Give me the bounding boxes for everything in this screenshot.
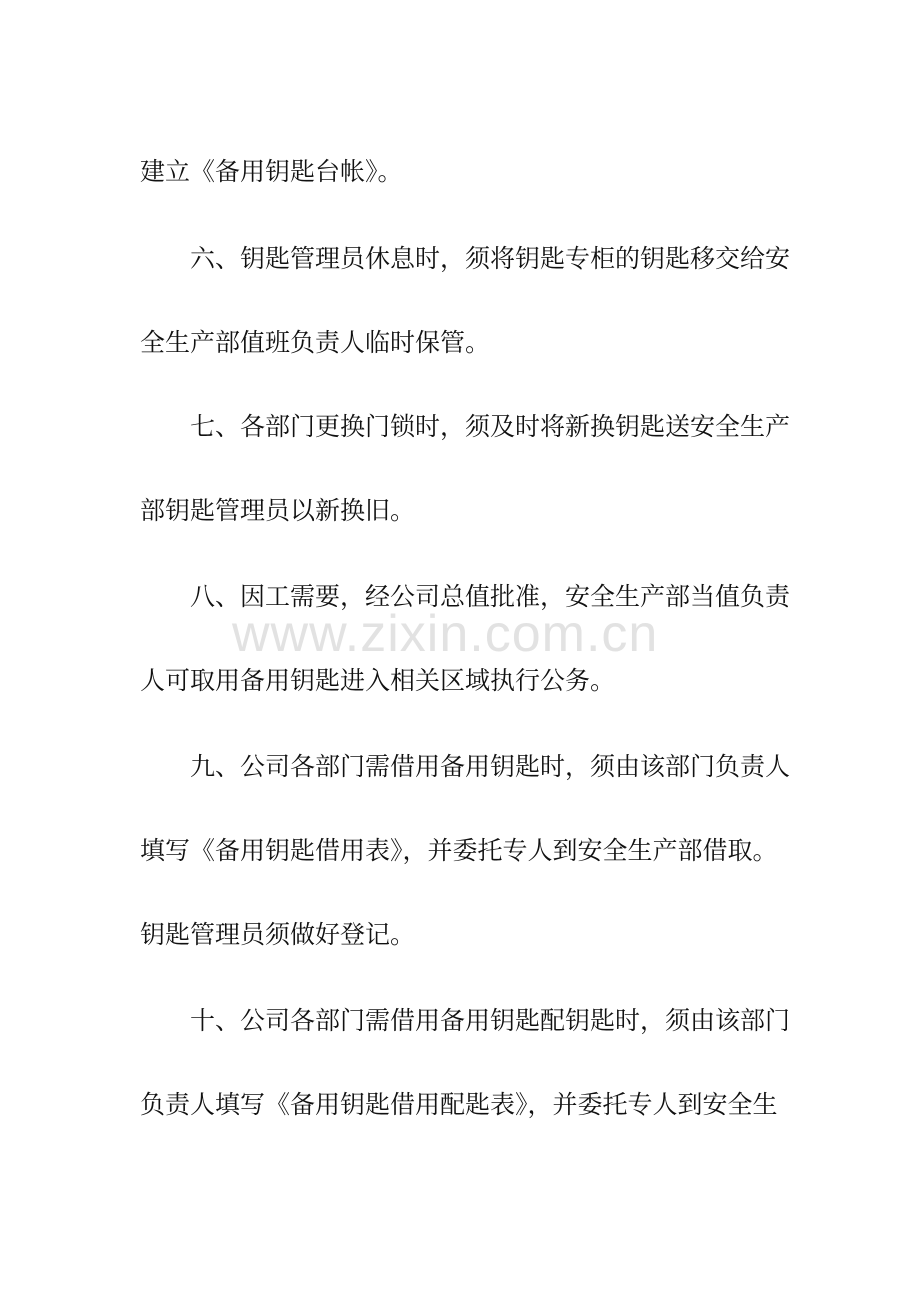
- text-line: 建立《备用钥匙台帐》。: [140, 157, 403, 186]
- text-line: 人可取用备用钥匙进入相关区域执行公务。: [140, 666, 616, 695]
- text-line: 部钥匙管理员以新换旧。: [140, 496, 416, 525]
- text-line: 钥匙管理员须做好登记。: [140, 920, 416, 949]
- text-line: 六、钥匙管理员休息时，须将钥匙专柜的钥匙移交给安: [190, 244, 791, 273]
- text-line: 全生产部值班负责人临时保管。: [140, 328, 491, 357]
- text-line: 负责人填写《备用钥匙借用配匙表》，并委托专人到安全生: [140, 1090, 778, 1119]
- watermark: www.zixin.com.cn: [232, 605, 659, 663]
- text-line: 十、公司各部门需借用备用钥匙配钥匙时，须由该部门: [190, 1006, 791, 1035]
- text-line: 填写《备用钥匙借用表》，并委托专人到安全生产部借取。: [140, 836, 778, 865]
- text-line: 七、各部门更换门锁时，须及时将新换钥匙送安全生产: [190, 412, 791, 441]
- text-line: 九、公司各部门需借用备用钥匙时，须由该部门负责人: [190, 752, 791, 781]
- text-line: 八、因工需要，经公司总值批准，安全生产部当值负责: [190, 582, 791, 611]
